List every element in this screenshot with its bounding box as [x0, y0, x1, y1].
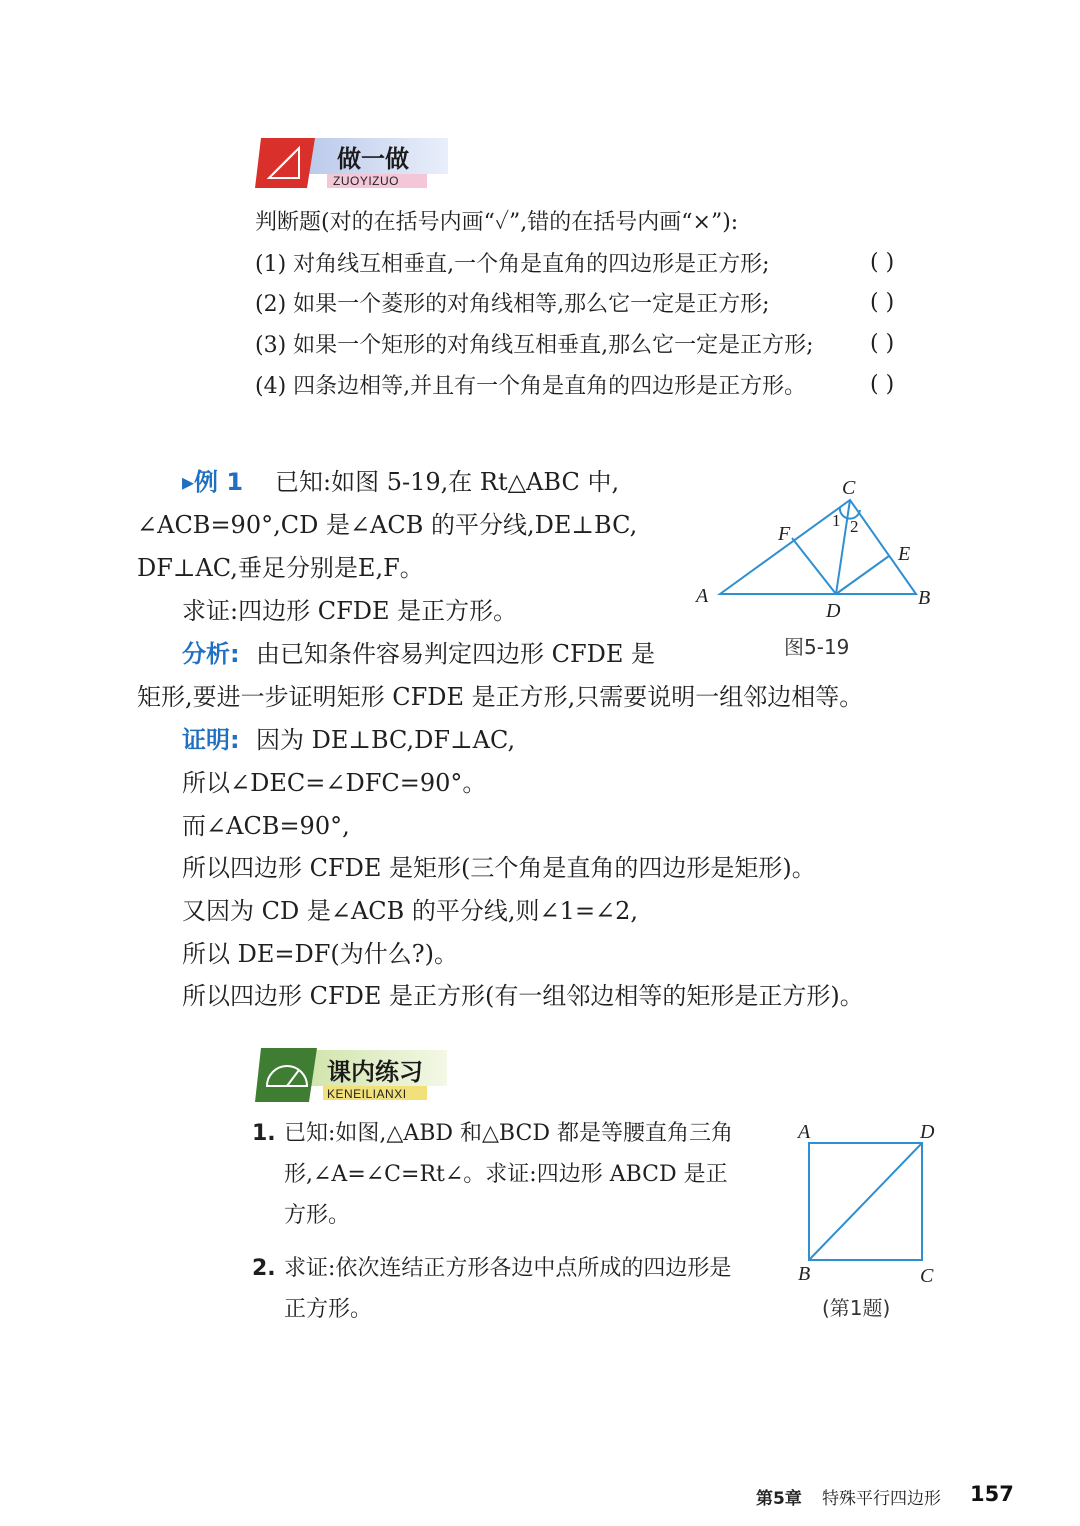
practice-label-D: D: [920, 1121, 935, 1143]
label-E: E: [898, 543, 911, 565]
label-B: B: [918, 587, 931, 609]
practice-label-C: C: [920, 1265, 934, 1287]
proof-line-6: 所以四边形 CFDE 是正方形(有一组邻边相等的矩形是正方形)。: [182, 982, 864, 1010]
answer-blank-4[interactable]: ( ): [870, 372, 895, 397]
example-line-1: 已知:如图 5-19,在 Rt△ABC 中,: [275, 468, 620, 496]
footer-chapter: 第5章: [756, 1489, 802, 1509]
practice-header: [255, 1044, 450, 1104]
practice-figure-lines: [809, 1143, 922, 1260]
label-A: A: [696, 585, 709, 607]
proof-label: 证明:: [182, 726, 240, 754]
answer-blank-1[interactable]: ( ): [870, 250, 895, 275]
judgment-item-4: (4) 四条边相等,并且有一个角是直角的四边形是正方形。: [255, 374, 807, 399]
label-D: D: [826, 600, 841, 620]
practice-figure: [790, 1114, 950, 1294]
q1-line-2: 形,∠A=∠C=Rt∠。求证:四边形 ABCD 是正: [284, 1162, 728, 1187]
analysis-label: 分析:: [182, 640, 240, 668]
label-F: F: [778, 523, 791, 545]
practice-label-B: B: [798, 1263, 811, 1285]
angle-1-label: 1: [832, 511, 841, 530]
figure-5-19: [690, 470, 950, 620]
proof-line-2: 而∠ACB=90°,: [182, 812, 350, 840]
q2-line-2: 正方形。: [284, 1297, 373, 1322]
label-C: C: [842, 477, 856, 499]
figure-5-19-lines: [720, 500, 916, 594]
practice-pinyin: KENEILIANXI: [327, 1087, 407, 1101]
example-line-4: 求证:四边形 CFDE 是正方形。: [182, 597, 518, 625]
proof-first-line: 因为 DE⊥BC,DF⊥AC,: [256, 726, 516, 754]
analysis-line-1: 由已知条件容易判定四边形 CFDE 是: [256, 640, 656, 668]
example-line-3: DF⊥AC,垂足分别是E,F。: [137, 554, 424, 582]
zuoyizuo-title: 做一做: [337, 145, 409, 173]
page-number: 157: [970, 1482, 1014, 1506]
proof-line-5: 所以 DE=DF(为什么?)。: [182, 940, 458, 968]
analysis-line-2: 矩形,要进一步证明矩形 CFDE 是正方形,只需要说明一组邻边相等。: [137, 683, 864, 711]
example-line-2: ∠ACB=90°,CD 是∠ACB 的平分线,DE⊥BC,: [137, 511, 638, 539]
q2-number: 2.: [252, 1256, 276, 1281]
figure-5-19-caption: 图5-19: [784, 635, 850, 659]
q1-line-3: 方形。: [284, 1203, 351, 1228]
practice-title: 课内练习: [327, 1058, 423, 1086]
proof-line-3: 所以四边形 CFDE 是矩形(三个角是直角的四边形是矩形)。: [182, 854, 816, 882]
zuoyizuo-header: [255, 134, 450, 190]
example-label: ▸例 1: [182, 468, 244, 496]
angle-2-label: 2: [850, 517, 859, 536]
practice-figure-caption: (第1题): [822, 1296, 891, 1320]
practice-label-A: A: [798, 1121, 811, 1143]
judgment-item-3: (3) 如果一个矩形的对角线互相垂直,那么它一定是正方形;: [255, 333, 814, 358]
proof-line-1: 所以∠DEC=∠DFC=90°。: [182, 769, 487, 797]
proof-line-4: 又因为 CD 是∠ACB 的平分线,则∠1=∠2,: [182, 897, 639, 925]
footer-chapter-title: 特殊平行四边形: [822, 1489, 941, 1509]
q2-line-1: 求证:依次连结正方形各边中点所成的四边形是: [284, 1256, 732, 1281]
answer-blank-2[interactable]: ( ): [870, 290, 895, 315]
q1-number: 1.: [252, 1121, 276, 1146]
judgment-item-1: (1) 对角线互相垂直,一个角是直角的四边形是正方形;: [255, 252, 770, 277]
answer-blank-3[interactable]: ( ): [870, 331, 895, 356]
judgment-item-2: (2) 如果一个菱形的对角线相等,那么它一定是正方形;: [255, 292, 770, 317]
judgment-instruction: 判断题(对的在括号内画“✓”,错的在括号内画“×”):: [255, 210, 739, 235]
q1-line-1: 已知:如图,△ABD 和△BCD 都是等腰直角三角: [284, 1121, 733, 1146]
zuoyizuo-pinyin: ZUOYIZUO: [333, 174, 399, 188]
